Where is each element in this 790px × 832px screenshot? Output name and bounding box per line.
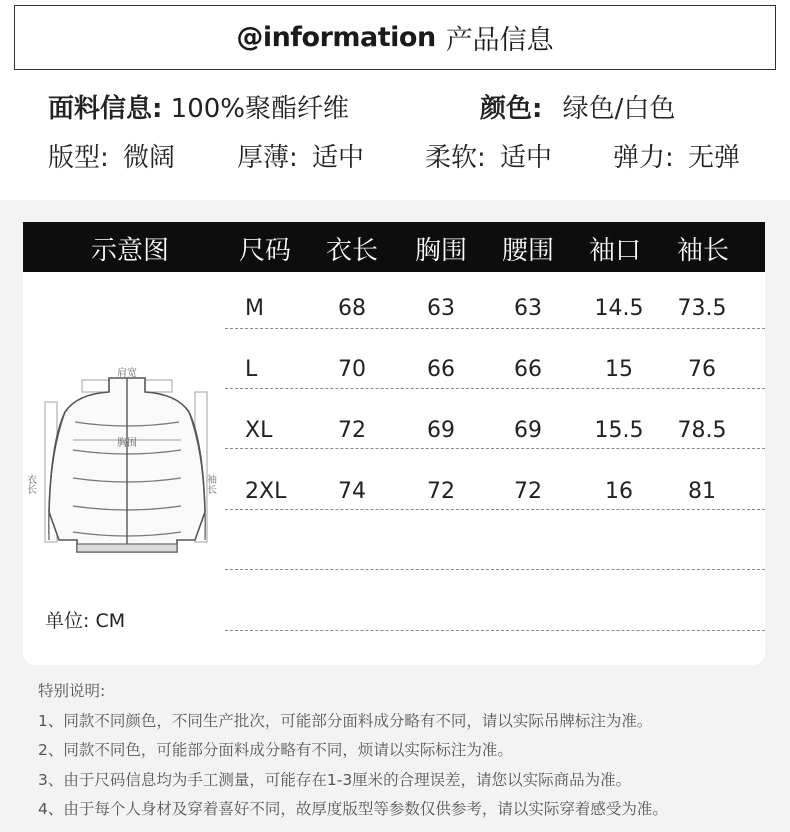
cell-length: 68 (338, 296, 366, 321)
length-label: 衣长 (24, 474, 36, 494)
cell-sleeve: 78.5 (677, 418, 727, 443)
cell-size: M (245, 296, 264, 321)
header-cuff: 袖口 (588, 236, 642, 266)
color-label: 颜色: (480, 94, 543, 124)
shoulder-width-label: 肩宽 (117, 368, 137, 379)
fit-value: 微阔 (123, 143, 176, 173)
table-row (23, 282, 765, 342)
cell-chest: 69 (427, 418, 455, 443)
cell-length: 72 (338, 418, 366, 443)
product-info-section (0, 0, 790, 200)
row-divider (225, 509, 765, 510)
sleeve-label: 袖长 (204, 474, 216, 494)
cell-cuff: 15.5 (594, 418, 644, 443)
cell-waist: 63 (514, 296, 542, 321)
header-waist: 腰围 (501, 236, 555, 266)
row-divider (225, 388, 765, 389)
cell-cuff: 16 (605, 479, 633, 504)
cell-chest: 63 (427, 296, 455, 321)
cell-chest: 72 (427, 479, 455, 504)
note-item: 2、同款不同色，可能部分面料成分略有不同，烦请以实际标注为准。 (38, 741, 513, 759)
unit-label: 单位: CM (45, 610, 126, 632)
cell-waist: 72 (514, 479, 542, 504)
notes-title: 特别说明: (38, 682, 106, 700)
cell-size: L (245, 357, 258, 382)
header-sleeve: 袖长 (676, 236, 730, 266)
softness-label: 柔软: (425, 143, 486, 173)
size-table-header (23, 222, 765, 272)
cell-waist: 66 (514, 357, 542, 382)
row-divider (225, 328, 765, 329)
chest-label: 胸围 (117, 438, 137, 449)
cell-sleeve: 81 (688, 479, 716, 504)
jacket-diagram-icon (24, 362, 217, 572)
fit-label: 版型: (48, 143, 109, 173)
cell-cuff: 14.5 (594, 296, 644, 321)
size-chart-card (23, 222, 765, 665)
cell-size: XL (245, 418, 273, 443)
header-size: 尺码 (238, 236, 292, 266)
header-chest: 胸围 (414, 236, 468, 266)
section-title-en: @information (236, 22, 436, 53)
section-title-cn: 产品信息 (445, 25, 554, 56)
cell-waist: 69 (514, 418, 542, 443)
cell-cuff: 15 (605, 357, 633, 382)
cell-chest: 66 (427, 357, 455, 382)
note-item: 4、由于每个人身材及穿着喜好不同，故厚度版型等参数仅供参考，请以实际穿着感受为准。 (38, 800, 668, 818)
fabric-value: 100%聚酯纤维 (170, 94, 350, 124)
thickness-label: 厚薄: (237, 143, 298, 173)
header-length: 衣长 (325, 236, 379, 266)
row-divider (225, 448, 765, 449)
color-value: 绿色/白色 (562, 94, 676, 124)
cell-length: 70 (338, 357, 366, 382)
special-notes (38, 677, 778, 825)
info-row-1 (0, 88, 790, 128)
cell-sleeve: 76 (688, 357, 716, 382)
info-row-2 (0, 137, 790, 177)
header-diagram: 示意图 (90, 236, 170, 266)
note-item: 3、由于尺码信息均为手工测量，可能存在1-3厘米的合理误差，请您以实际商品为准。 (38, 770, 632, 789)
elasticity-label: 弹力: (613, 143, 674, 173)
thickness-value: 适中 (312, 143, 365, 173)
cell-sleeve: 73.5 (677, 296, 727, 321)
cell-length: 74 (338, 479, 366, 504)
section-title-box (14, 5, 776, 70)
row-divider (225, 630, 765, 631)
row-divider (225, 569, 765, 570)
cell-size: 2XL (245, 479, 287, 504)
softness-value: 适中 (500, 143, 553, 173)
elasticity-value: 无弹 (688, 143, 741, 173)
note-item: 1、同款不同颜色，不同生产批次，可能部分面料成分略有不同，请以实际吊牌标注为准。 (38, 711, 653, 730)
fabric-label: 面料信息: (48, 94, 163, 124)
